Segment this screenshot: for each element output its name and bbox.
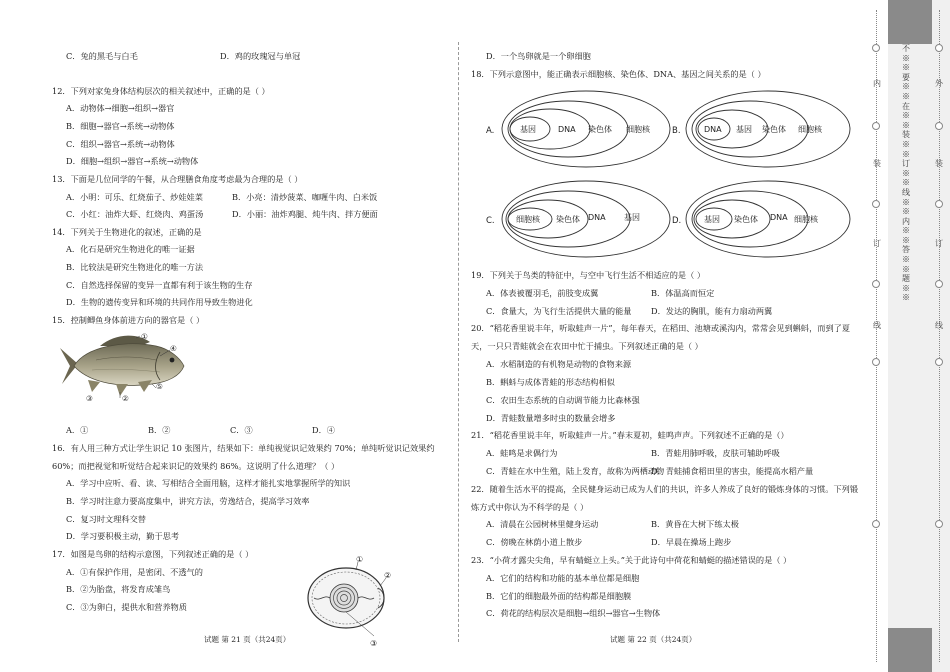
q18-d-ring-4: 细胞核	[794, 215, 818, 224]
q20-stem-line2: 天，一只只青蛙就会在农田中忙于捕虫。下列叙述正确的是（ ）	[471, 341, 703, 351]
fish-label-1: ①	[141, 332, 148, 341]
q18-a-ring-2: DNA	[558, 125, 576, 134]
q16-stem-line2: 60%；而把视觉和听觉结合起来识记的效果约 86%。这说明了什么道理？（ ）	[52, 461, 340, 471]
margin-dark-block-top	[888, 0, 932, 44]
page-footer-right: 试题 第 22 页（共24页）	[610, 635, 697, 644]
q21-option-b: B．青蛙用肺呼吸，皮肤可辅助呼吸	[651, 448, 780, 458]
inner-label-xian: 线	[873, 321, 881, 330]
q22-option-d: D．早晨在操场上跑步	[651, 537, 732, 547]
q18-diagram-d	[670, 178, 860, 260]
q19-option-d: D．发达的胸肌，能有力扇动两翼	[651, 306, 773, 316]
binding-hole	[935, 280, 943, 288]
q15-option-c: C．③	[230, 425, 253, 435]
q19-option-c: C．食量大，为飞行生活提供大量的能量	[486, 306, 632, 316]
q22-option-a: A．清晨在公园树林里健身运动	[486, 519, 599, 529]
binding-hole	[935, 200, 943, 208]
q23-option-b: B．它们的细胞最外面的结构都是细胞膜	[486, 591, 632, 601]
q18-a-ring-3: 染色体	[588, 125, 612, 134]
carp-fish-figure	[56, 330, 196, 402]
q17-option-a: A．①有保护作用，是密闭、不透气的	[66, 567, 203, 577]
q13-stem: 13．下面是几位同学的午餐，从合理膳食角度考虑最为合理的是（ ）	[52, 174, 303, 184]
prev-option-c: C．兔的黑毛与白毛	[66, 51, 138, 61]
outer-label-xian: 线	[935, 321, 943, 330]
q19-option-b: B．体温高而恒定	[651, 288, 715, 298]
q19-option-a: A．体表被覆羽毛，前肢变成翼	[486, 288, 599, 298]
q20-option-b: B．蝌蚪与成体青蛙的形态结构相似	[486, 377, 615, 387]
egg-yolk-shape	[330, 584, 358, 612]
q18-c-letter: C.	[486, 216, 495, 226]
q15-option-a: A．①	[66, 425, 89, 435]
margin-dark-block-bottom	[888, 628, 932, 672]
egg-label-1: ①	[356, 555, 364, 564]
inner-label-ding: 订	[873, 239, 881, 248]
binding-hole	[872, 200, 880, 208]
q16-option-a: A．学习中应听、看、读、写相结合全面用脑，这样才能扎实地掌握所学的知识	[66, 478, 351, 488]
q12-option-c: C．组织→器官→系统→动物体	[66, 139, 175, 149]
q15-option-d: D．④	[312, 425, 335, 435]
q23-stem: 23．“小荷才露尖尖角，早有蜻蜓立上头。”关于此诗句中荷花和蜻蜓的描述错误的是（ ）	[471, 555, 792, 565]
q16-stem-line1: 16．有人用三种方式让学生识记 10 张图片，结果如下：单纯视觉识记效果约 70%；单纯听觉识记效果约	[52, 443, 435, 453]
q12-option-d: D．细胞→组织→器官→系统→动物体	[66, 156, 199, 166]
q18-c-ring-4: 基因	[624, 213, 640, 222]
q21-option-a: A．蛙鸣是求偶行为	[486, 448, 558, 458]
q18-d-letter: D.	[672, 216, 682, 226]
binding-hole	[935, 44, 943, 52]
margin-warning-text: 不※※要※※在※※装※※订※※线※※内※※答※※题※※	[902, 44, 910, 303]
fish-label-4: ④	[170, 344, 177, 353]
page-footer-left: 试题 第 21 页（共24页）	[204, 635, 291, 644]
q18-b-ring-2: 基因	[736, 125, 752, 134]
q19-stem: 19．下列关于鸟类的特征中，与空中飞行生活不相适应的是（ ）	[471, 270, 706, 280]
q15-stem: 15．控制鲫鱼身体前进方向的器官是（ ）	[52, 315, 205, 325]
q18-b-ring-1: DNA	[704, 125, 722, 134]
pectoral-fin-shape	[138, 380, 152, 392]
binding-hole	[935, 122, 943, 130]
q21-stem: 21．“稻花香里说丰年，听取蛙声一片。”春末夏初，蛙鸣声声。下列叙述不正确的是（）	[471, 430, 789, 440]
inner-binding-line	[876, 10, 877, 662]
bird-egg-figure	[300, 552, 400, 648]
inner-label-zhuang: 装	[873, 159, 881, 168]
binding-hole	[872, 122, 880, 130]
q13-option-c: C．小红：油炸大虾、红烧肉、鸡蛋汤	[66, 209, 204, 219]
q18-diagram-c	[484, 178, 674, 260]
q23-option-c: C．荷花的结构层次是细胞→组织→器官→生物体	[486, 608, 661, 618]
binding-hole	[935, 358, 943, 366]
inner-label-nei: 内	[873, 79, 881, 88]
fish-body-shape	[74, 344, 184, 386]
prev-option-d: D．鸡的玫瑰冠与单冠	[220, 51, 301, 61]
fish-label-2: ②	[122, 394, 129, 402]
q18-d-ring-2: 染色体	[734, 215, 758, 224]
binding-hole	[872, 280, 880, 288]
fish-label-3: ③	[86, 394, 93, 402]
outer-label-wai: 外	[935, 79, 943, 88]
q23-option-a: A．它们的结构和功能的基本单位都是细胞	[486, 573, 640, 583]
q17-option-c: C．③为卵白，提供水和营养物质	[66, 602, 187, 612]
binding-hole	[872, 358, 880, 366]
binding-hole	[935, 520, 943, 528]
prev-option-d-right: D．一个鸟卵就是一个卵细胞	[486, 51, 591, 61]
q18-diagram-b	[670, 88, 860, 170]
anal-fin-shape	[88, 380, 100, 392]
q18-b-ring-4: 细胞核	[798, 125, 822, 134]
q18-c-ring-2: 染色体	[556, 215, 580, 224]
q17-option-b: B．②为胎盘，将发育成雏鸟	[66, 584, 171, 594]
q16-option-b: B．学习时注意力要高度集中，讲究方法，劳逸结合，提高学习效率	[66, 496, 310, 506]
q15-option-b: B．②	[148, 425, 171, 435]
fish-label-5: ⑤	[156, 382, 163, 391]
egg-label-2: ②	[384, 571, 392, 580]
q14-option-d: D．生物的遗传变异和环境的共同作用导致生物进化	[66, 297, 253, 307]
column-divider	[458, 42, 459, 642]
q18-b-ring-3: 染色体	[762, 125, 786, 134]
q18-d-ring-1: 基因	[704, 215, 720, 224]
binding-margin-strip	[888, 0, 950, 672]
q20-option-c: C．农田生态系统的自动调节能力比森林强	[486, 395, 640, 405]
q22-option-b: B．黄昏在大树下练太极	[651, 519, 739, 529]
q20-option-a: A．水稻制造的有机物是动物的食物来源	[486, 359, 632, 369]
q22-option-c: C．傍晚在林荫小道上散步	[486, 537, 583, 547]
q14-option-b: B．比较法是研究生物进化的唯一方法	[66, 262, 204, 272]
q18-c-ring-1: 细胞核	[516, 215, 540, 224]
q14-stem: 14．下列关于生物进化的叙述，正确的是	[52, 227, 202, 237]
q16-option-c: C．复习时文理科交替	[66, 514, 146, 524]
q12-option-a: A．动物体→细胞→组织→器官	[66, 103, 175, 113]
q22-stem-line2: 炼方式中你认为不科学的是（ ）	[471, 502, 589, 512]
q22-stem-line1: 22．随着生活水平的提高，全民健身运动已成为人们的共识，许多人养成了良好的锻炼身体的习惯。下列锻	[471, 484, 859, 494]
q12-stem: 12．下列对家兔身体结构层次的相关叙述中，正确的是（ ）	[52, 86, 270, 96]
q18-a-letter: A.	[486, 126, 495, 136]
q18-stem: 18．下列示意图中，能正确表示细胞核、染色体、DNA、基因之间关系的是（ ）	[471, 69, 766, 79]
q18-d-ring-3: DNA	[770, 213, 788, 222]
q18-b-letter: B.	[672, 126, 681, 136]
q18-diagram-a	[484, 88, 674, 170]
q20-stem-line1: 20．“稻花香里说丰年，听取蛙声一片”，每年春天，在稻田、池塘或溪沟内，常常会见到蝌蚪，而到了夏	[471, 323, 851, 333]
binding-hole	[872, 44, 880, 52]
q17-stem: 17．如图是鸟卵的结构示意图，下列叙述正确的是（ ）	[52, 549, 254, 559]
fish-eye-shape	[170, 358, 175, 363]
q13-option-b: B．小亮：清炒菠菜、咖喱牛肉、白米饭	[232, 192, 378, 202]
q16-option-d: D．学习要积极主动，勤于思考	[66, 531, 180, 541]
q18-a-ring-4: 细胞核	[626, 125, 650, 134]
q21-option-c: C．青蛙在水中生殖，陆上发育，故称为两栖动物	[486, 466, 665, 476]
egg-label-3: ③	[370, 639, 378, 648]
q21-option-d: D．青蛙捕食稻田里的害虫，能提高水稻产量	[651, 466, 814, 476]
q13-option-d: D．小丽：油炸鸡腿、炖牛肉、拌方便面	[232, 209, 378, 219]
q20-option-d: D．青蛙数量增多时虫的数量会增多	[486, 413, 616, 423]
q18-a-ring-1: 基因	[520, 125, 536, 134]
outer-label-zhuang: 装	[935, 159, 943, 168]
q12-option-b: B．细胞→器官→系统→动物体	[66, 121, 175, 131]
outer-binding-line	[939, 10, 940, 662]
binding-hole	[872, 520, 880, 528]
q14-option-c: C．自然选择保留的变异一直都有利于该生物的生存	[66, 280, 253, 290]
q18-c-ring-3: DNA	[588, 213, 606, 222]
q13-option-a: A．小明：可乐、红烧茄子、炒娃娃菜	[66, 192, 203, 202]
outer-label-ding: 订	[935, 239, 943, 248]
q14-option-a: A．化石是研究生物进化的唯一证据	[66, 244, 195, 254]
